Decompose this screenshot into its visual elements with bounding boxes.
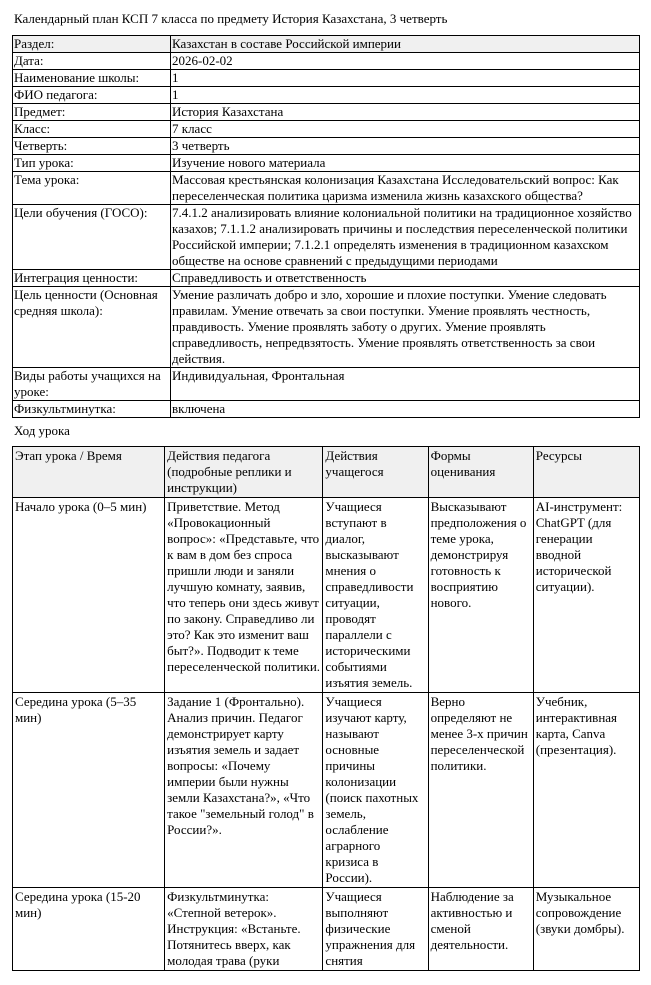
plan-row [13, 693, 640, 888]
lesson-plan-table [12, 446, 640, 971]
info-value: 7.4.1.2 анализировать влияние колониальной политики на традиционное хозяйство казахов; 7.1.1.2 анализировать причины и последствия переселенческой политики Российской империи; 7.1.2.1 определять изменения в традиционном казахском обществе на основе сравнений с предыдущими периодами [171, 205, 640, 270]
info-key: Виды работы учащихся на уроке: [13, 368, 171, 401]
info-value: 1 [171, 70, 640, 87]
info-key: Дата: [13, 53, 171, 70]
plan-cell: Середина урока (15-20 мин) [13, 888, 165, 971]
section-label: Ход урока [14, 423, 70, 438]
info-row [13, 138, 640, 155]
info-value: 2026-02-02 [171, 53, 640, 70]
plan-header-cell: Этап урока / Время [13, 447, 165, 498]
page-title: Календарный план КСП 7 класса по предмету История Казахстана, 3 четверть [14, 11, 448, 26]
plan-cell: Задание 1 (Фронтально). Анализ причин. Педагог демонстрирует карту изъятия земель и задает вопросы: «Почему империи были нужны земли Казахстана?», «Что такое "земельный голод" в России?». [165, 693, 323, 888]
info-row [13, 368, 640, 401]
plan-cell: Приветствие. Метод «Провокационный вопрос»: «Представьте, что к вам в дом без спроса пришли люди и заняли лучшую комнату, заявив, что теперь они здесь живут по закону. Справедливо ли это? Как это изменит ваш быт?». Подводит к теме переселенческой политики. [165, 498, 323, 693]
info-value: Умение различать добро и зло, хорошие и плохие поступки. Умение следовать правилам. Умение отвечать за свои поступки. Умение проявлять честность, правдивость. Умение проявлять заботу о других. Умение проявлять справедливость, непредвзятость. Умение проявлять ответственность за свои действия. [171, 287, 640, 368]
info-key: Класс: [13, 121, 171, 138]
plan-header-cell: Действия учащегося [323, 447, 428, 498]
lesson-info-table [12, 35, 640, 418]
info-value: 1 [171, 87, 640, 104]
plan-cell: Музыкальное сопровождение (звуки домбры). [533, 888, 639, 971]
info-value: Справедливость и ответственность [171, 270, 640, 287]
info-value: Казахстан в составе Российской империи [171, 36, 640, 53]
plan-row [13, 498, 640, 693]
info-row [13, 205, 640, 270]
info-row [13, 270, 640, 287]
plan-cell: Учебник, интерактивная карта, Canva (презентация). [533, 693, 639, 888]
plan-cell: Середина урока (5–35 мин) [13, 693, 165, 888]
info-row [13, 155, 640, 172]
info-value: История Казахстана [171, 104, 640, 121]
info-row [13, 104, 640, 121]
plan-cell: AI-инструмент: ChatGPT (для генерации вводной исторической ситуации). [533, 498, 639, 693]
plan-cell: Высказывают предположения о теме урока, демонстрируя готовность к восприятию нового. [428, 498, 533, 693]
plan-cell: Начало урока (0–5 мин) [13, 498, 165, 693]
plan-header-cell: Ресурсы [533, 447, 639, 498]
info-row [13, 53, 640, 70]
plan-cell: Физкультминутка: «Степной ветерок». Инструкция: «Встаньте. Потянитесь вверх, как молодая трава (руки [165, 888, 323, 971]
info-row [13, 287, 640, 368]
info-key: ФИО педагога: [13, 87, 171, 104]
plan-cell: Наблюдение за активностью и сменой деятельности. [428, 888, 533, 971]
info-key: Раздел: [13, 36, 171, 53]
info-value: 7 класс [171, 121, 640, 138]
plan-cell: Учащиеся выполняют физические упражнения для снятия [323, 888, 428, 971]
info-row [13, 172, 640, 205]
info-key: Четверть: [13, 138, 171, 155]
info-key: Цель ценности (Основная средняя школа): [13, 287, 171, 368]
plan-cell: Верно определяют не менее 3-х причин переселенческой политики. [428, 693, 533, 888]
plan-row [13, 888, 640, 971]
plan-header-row [13, 447, 640, 498]
info-row [13, 87, 640, 104]
plan-header-cell: Действия педагога (подробные реплики и инструкции) [165, 447, 323, 498]
info-row [13, 70, 640, 87]
info-key: Физкультминутка: [13, 401, 171, 418]
info-key: Цели обучения (ГОСО): [13, 205, 171, 270]
info-key: Наименование школы: [13, 70, 171, 87]
info-value: Массовая крестьянская колонизация Казахстана Исследовательский вопрос: Как переселенческая политика царизма изменила жизнь казахского общества? [171, 172, 640, 205]
plan-cell: Учащиеся изучают карту, называют основные причины колонизации (поиск пахотных земель, ослабление аграрного кризиса в России). [323, 693, 428, 888]
info-key: Тема урока: [13, 172, 171, 205]
plan-header-cell: Формы оценивания [428, 447, 533, 498]
plan-cell: Учащиеся вступают в диалог, высказывают мнения о справедливости ситуации, проводят параллели с историческими событиями изъятия земель. [323, 498, 428, 693]
info-row [13, 36, 640, 53]
info-key: Предмет: [13, 104, 171, 121]
info-key: Тип урока: [13, 155, 171, 172]
info-key: Интеграция ценности: [13, 270, 171, 287]
info-value: Индивидуальная, Фронтальная [171, 368, 640, 401]
info-value: включена [171, 401, 640, 418]
info-value: Изучение нового материала [171, 155, 640, 172]
info-row [13, 121, 640, 138]
info-row [13, 401, 640, 418]
info-value: 3 четверть [171, 138, 640, 155]
